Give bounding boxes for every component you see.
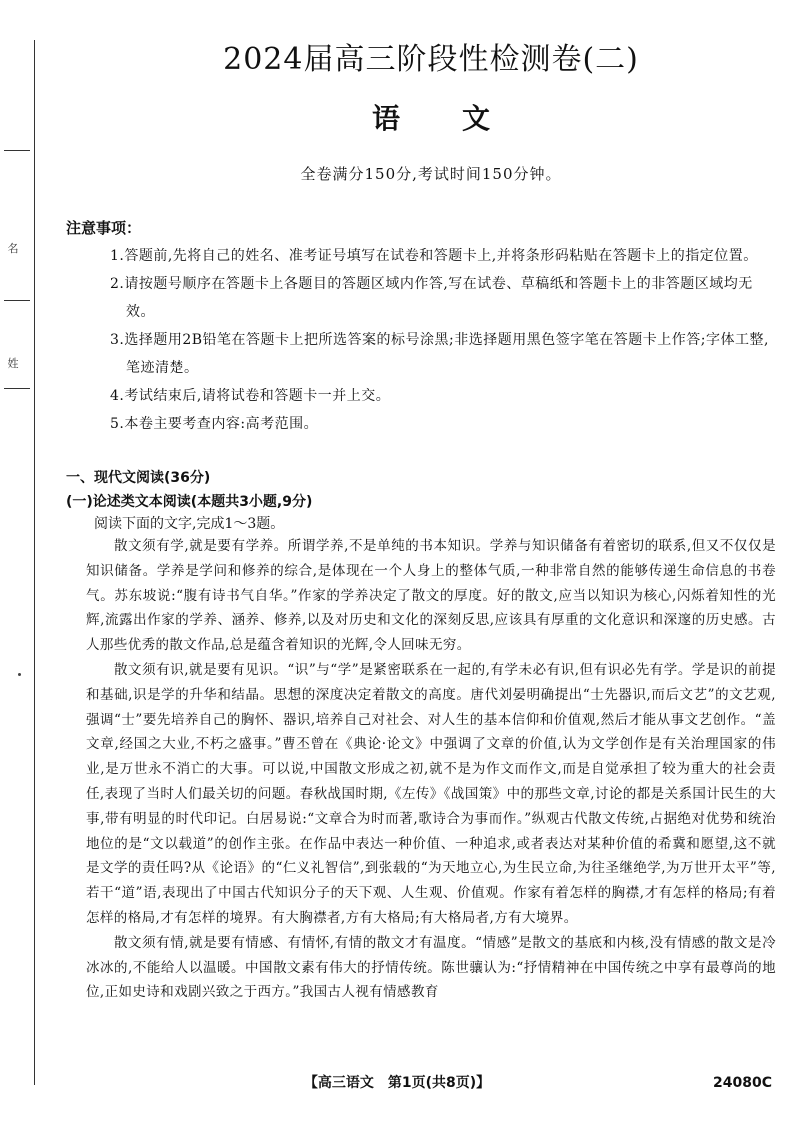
subject-title: 语文 (371, 102, 552, 135)
passage-paragraph: 散文须有识,就是要有见识。“识”与“学”是紧密联系在一起的,有学未必有识,但有识必先有学。学是识的前提和基础,识是学的升华和结晶。思想的深度决定着散文的高度。唐代刘晏明确提出“士先器识,而后文艺”的文艺观,强调“士”要先培养自己的胸怀、器识,培养自己对社会、对人生的基本信仰和价值观,然后才能从事文艺创作。“盖文章,经国之大业,不朽之盛事。”曹丕曾在《典论·论文》中强调了文章的价值,认为文学创作是有关治理国家的伟业,是万世永不消亡的大事。可以说,中国散文形成之初,就不是为作文而作文,而是自觉承担了较为重大的社会责任,表现了当时人们最关切的问题。春秋战国时期,《左传》《战国策》中的那些文章,讨论的都是关系国计民生的大事,带有明显的时代印记。白居易说:“文章合为时而著,歌诗合为事而作。”纵观古代散文传统,占据绝对优势和统治地位的是“文以载道”的创作主张。在作品中表达一种价值、一种追求,或者表达对某种价值的希冀和愿望,这不就是文学的责任吗?从《论语》的“仁义礼智信”,到张载的“为天地立心,为生民立命,为往圣继绝学,为万世开太平”等,若干“道”语,表现出了中国古代知识分子的天下观、人生观、价值观。作家有着怎样的胸襟,才有怎样的格局;有着怎样的格局,才有怎样的境界。有大胸襟者,方有大格局;有大格局者,方有大境界。 (86, 661, 776, 926)
notice-item: 1.答题前,先将自己的姓名、准考证号填写在试卷和答题卡上,并将条形码粘贴在答题卡上的指定位置。 (110, 248, 758, 264)
binding-mark-name: 名 (7, 242, 19, 255)
binding-tick (4, 388, 30, 389)
exam-page (66, 42, 776, 1005)
subsection-heading: (一)论述类文本阅读(本题共3小题,9分) (66, 494, 313, 510)
page-number-label: 【高三语文 第1页(共8页)】 (303, 1075, 491, 1091)
binding-dot (18, 673, 21, 676)
binding-line (34, 40, 35, 1085)
binding-tick (4, 300, 30, 301)
passage-paragraph: 散文须有学,就是要有学养。所谓学养,不是单纯的书本知识。学养与知识储备有着密切的联系,但又不仅仅是知识储备。学养是学问和修养的综合,是体现在一个人身上的整体气质,一种非常自然的能够传递生命信息的书卷气。苏东坡说:“腹有诗书气自华。”作家的学养决定了散文的厚度。好的散文,应当以知识为核心,闪烁着知性的光辉,流露出作家的学养、涵养、修养,以及对历史和文化的深刻反思,应该具有厚重的文化意识和深邃的历史感。古人那些优秀的散文作品,总是蕴含着知识的光辉,令人回味无穷。 (86, 538, 776, 654)
exam-title: 2024届高三阶段性检测卷(二) (223, 42, 639, 77)
notice-item: 5.本卷主要考查内容:高考范围。 (110, 416, 319, 432)
score-time-line: 全卷满分150分,考试时间150分钟。 (300, 165, 562, 183)
binding-tick (4, 150, 30, 151)
binding-mark-surname: 姓 (7, 357, 19, 370)
passage-paragraph: 散文须有情,就是要有情感、有情怀,有情的散文才有温度。“情感”是散文的基底和内核,没有情感的散文是冷冰冰的,不能给人以温暖。中国散文素有伟大的抒情传统。陈世骧认为:“抒情精神在中国传统之中享有最尊尚的地位,正如史诗和戏剧兴致之于西方。”我国古人视有情感教育 (86, 934, 776, 1001)
exam-code: 24080C (713, 1075, 772, 1091)
notice-item: 4.考试结束后,请将试卷和答题卡一并上交。 (110, 388, 391, 404)
notice-heading: 注意事项： (66, 219, 142, 237)
page-footer (0, 1071, 794, 1095)
notice-item: 3.选择题用2B铅笔在答题卡上把所选答案的标号涂黑;非选择题用黑色签字笔在答题卡上作答;字体工整,笔迹清楚。 (110, 332, 769, 376)
reading-instruction: 阅读下面的文字,完成1～3题。 (94, 516, 285, 532)
binding-margin (0, 0, 40, 1123)
notice-item: 2.请按题号顺序在答题卡上各题目的答题区域内作答,写在试卷、草稿纸和答题卡上的非答题区域均无效。 (110, 276, 753, 320)
notice-block (66, 218, 776, 438)
section-heading: 一、现代文阅读(36分) (66, 470, 211, 486)
